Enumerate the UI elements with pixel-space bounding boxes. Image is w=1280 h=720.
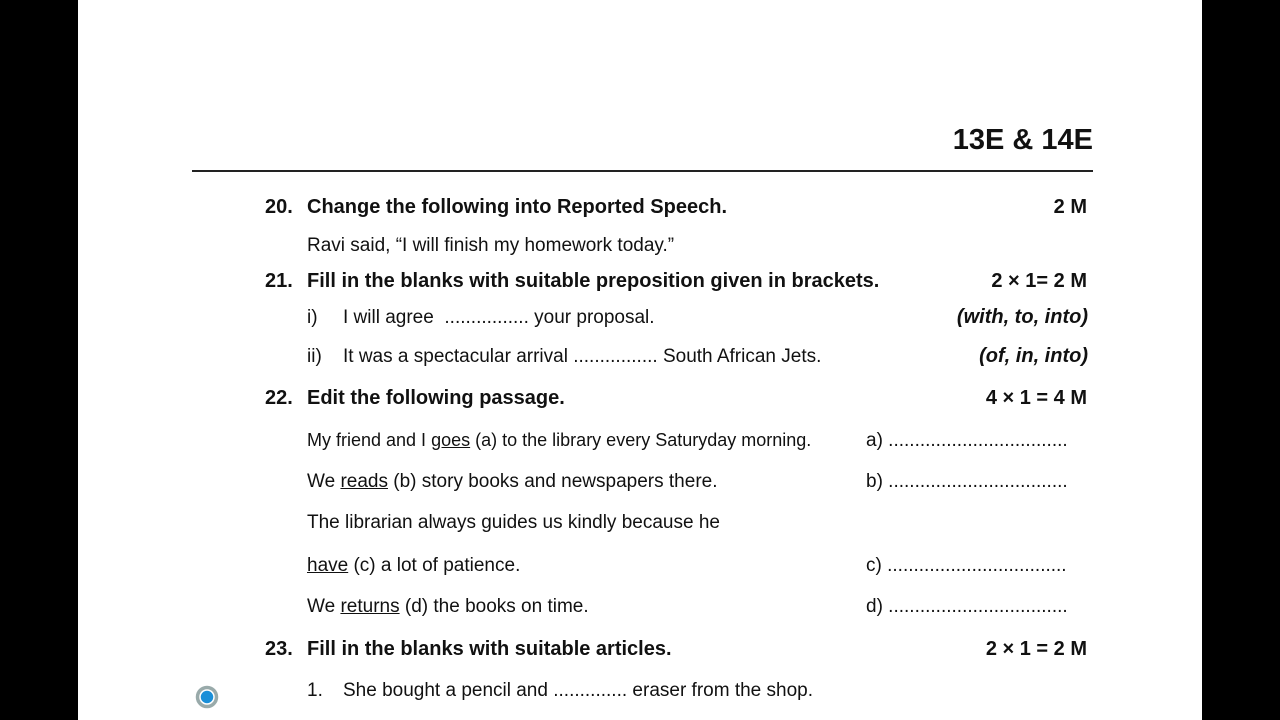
passage-line: We returns (d) the books on time. <box>307 596 589 617</box>
passage-line: We reads (b) story books and newspapers there. <box>307 471 718 492</box>
q21-marks: 2 × 1= 2 M <box>991 270 1087 292</box>
passage-line: have (c) a lot of patience. <box>307 555 521 576</box>
blank: .............. <box>553 680 628 701</box>
q21-item-label: ii) <box>307 346 322 367</box>
answer-blank: b) .................................. <box>866 471 1068 492</box>
q21-instruction: Fill in the blanks with suitable preposition given in brackets. <box>307 270 880 292</box>
q21-item-label: i) <box>307 307 318 328</box>
q21-item-options: (of, in, into) <box>979 345 1088 367</box>
answer-blank: d) .................................. <box>866 596 1068 617</box>
error-word: have <box>307 555 349 576</box>
blank: ................ <box>444 307 529 328</box>
header-divider <box>192 170 1093 172</box>
q20-instruction: Change the following into Reported Speech. <box>307 196 728 218</box>
q20-sentence: Ravi said, “I will finish my homework today.” <box>307 235 675 256</box>
watermark-brand-left: SCREENCAST <box>90 688 196 705</box>
q21-item-sentence: I will agree ................ your proposal. <box>343 307 655 328</box>
q20-marks: 2 M <box>1053 196 1087 218</box>
screencast-logo-icon <box>194 684 220 710</box>
q23-instruction: Fill in the blanks with suitable articles. <box>307 638 672 660</box>
watermark-caption: RECORDED WITH <box>92 672 172 682</box>
q22-number: 22. <box>265 387 293 409</box>
q21-item-sentence: It was a spectacular arrival ................ South African Jets. <box>343 346 822 367</box>
q23-marks: 2 × 1 = 2 M <box>985 638 1087 660</box>
passage-line: My friend and I goes (a) to the library every Saturyday morning. <box>307 430 812 450</box>
error-word: reads <box>340 471 388 492</box>
error-word: returns <box>340 596 400 617</box>
error-word: goes <box>431 430 471 450</box>
q21-item-options: (with, to, into) <box>956 306 1088 328</box>
q20-number: 20. <box>265 196 293 218</box>
q22-marks: 4 × 1 = 4 M <box>985 387 1087 409</box>
answer-blank: a) .................................. <box>866 430 1068 451</box>
watermark-brand-right: MATIC <box>224 688 271 705</box>
screencast-watermark <box>90 670 280 718</box>
worksheet-page <box>78 0 1202 720</box>
q22-instruction: Edit the following passage. <box>307 387 565 409</box>
passage-line: The librarian always guides us kindly because he <box>307 512 720 533</box>
answer-blank: c) .................................. <box>866 555 1067 576</box>
paper-code: 13E & 14E <box>952 124 1093 156</box>
q21-number: 21. <box>265 270 293 292</box>
q23-item-label: 1. <box>307 680 323 701</box>
q23-item-sentence: She bought a pencil and .............. eraser from the shop. <box>343 680 814 701</box>
blank: ................ <box>573 346 658 367</box>
q23-number: 23. <box>265 638 293 660</box>
